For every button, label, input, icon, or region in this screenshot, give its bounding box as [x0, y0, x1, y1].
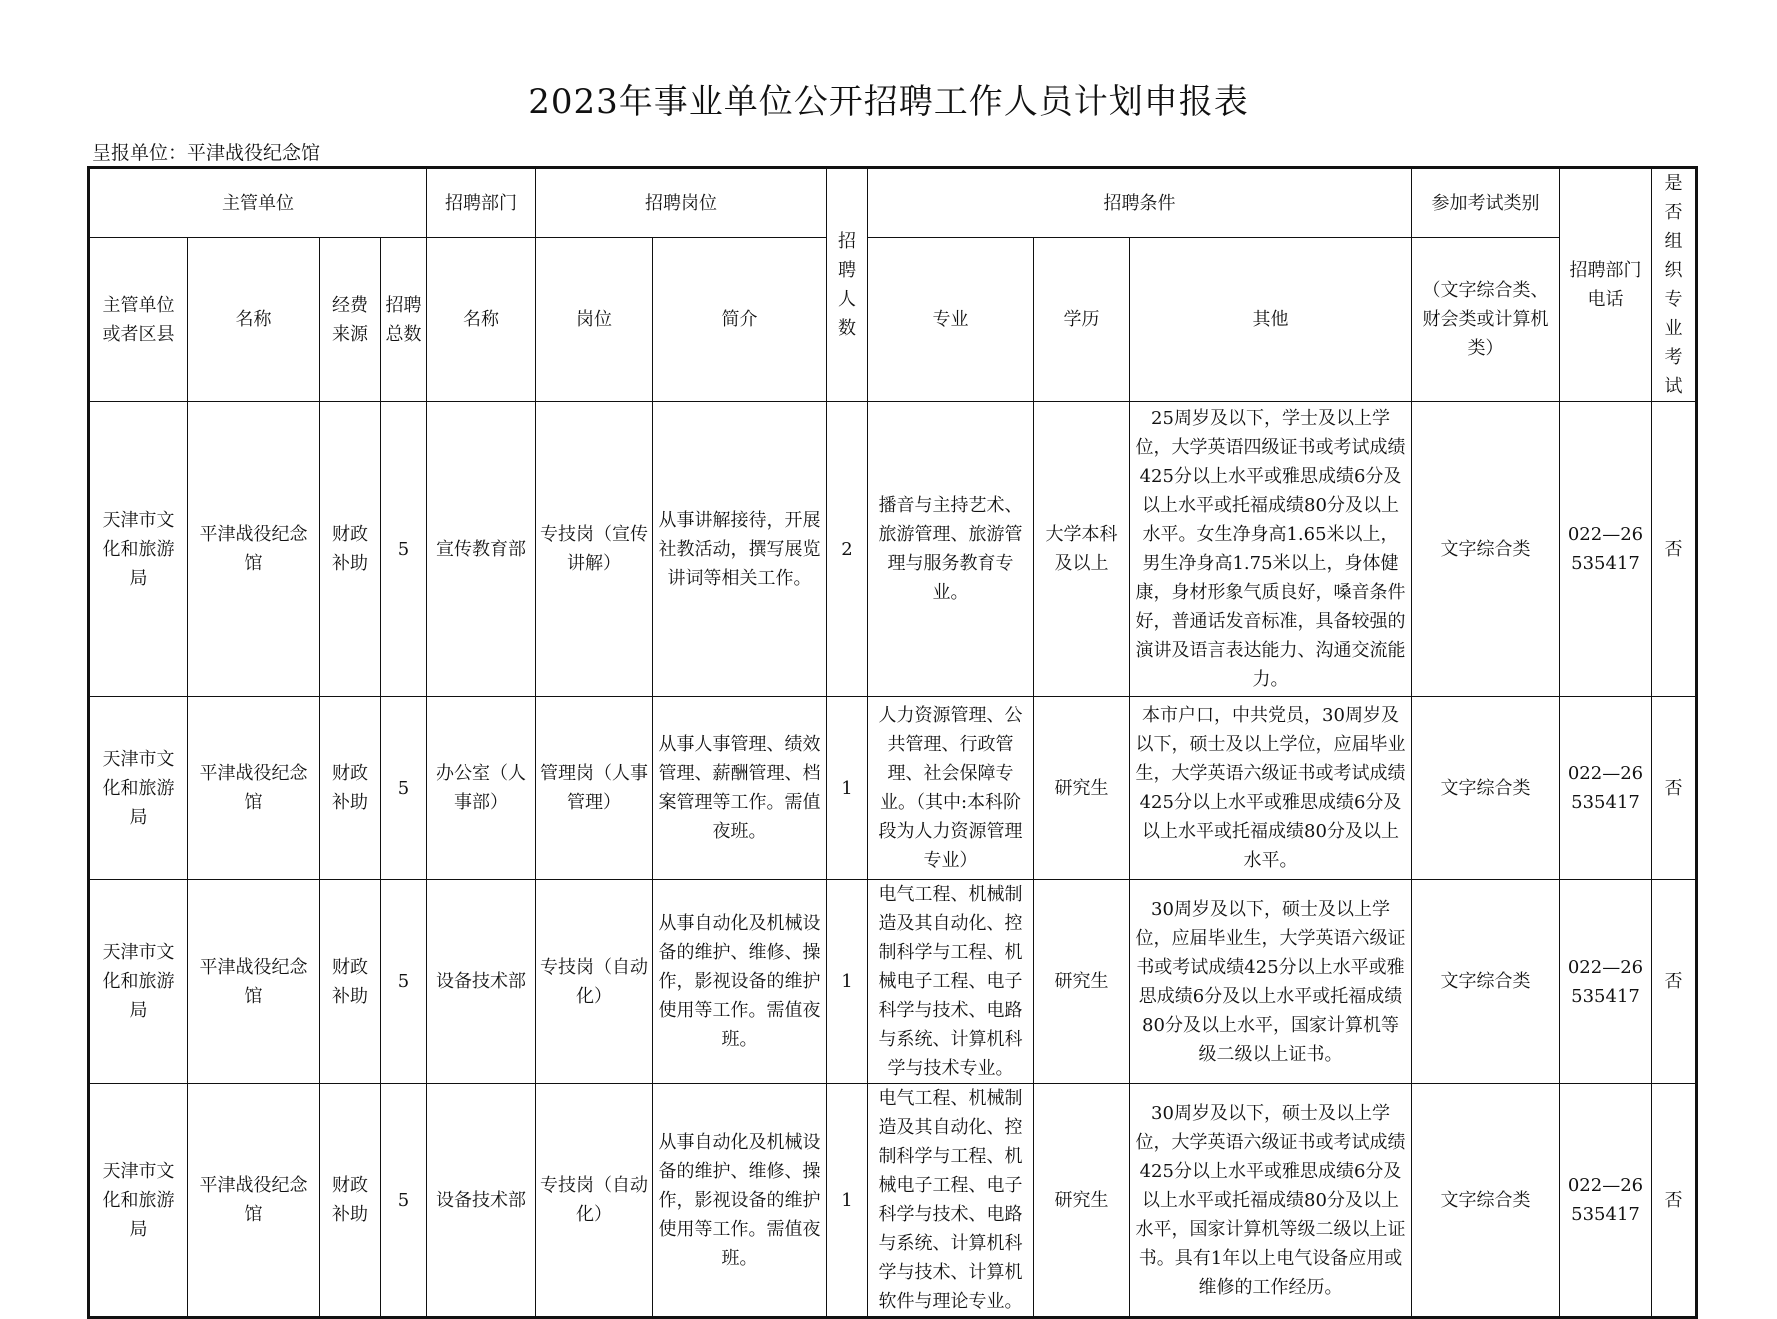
header-supervisor-name: 名称 [188, 238, 320, 402]
cell-exam: 文字综合类 [1412, 1084, 1560, 1318]
cell-major: 电气工程、机械制造及其自动化、控制科学与工程、机械电子工程、电子科学与技术、电路与系统、计算机科学与技术专业。 [868, 880, 1034, 1084]
header-education: 学历 [1034, 238, 1130, 402]
cell-other: 30周岁及以下，硕士及以上学位，应届毕业生，大学英语六级证书或考试成绩425分以上水平或雅思成绩6分及以上水平或托福成绩80分及以上水平，国家计算机等级二级以上证书。 [1130, 880, 1412, 1084]
recruitment-plan-table [87, 166, 1698, 1319]
cell-dept: 办公室（人事部） [427, 697, 536, 880]
cell-funding: 财政补助 [320, 697, 381, 880]
cell-total: 5 [381, 402, 427, 697]
header-dept-group: 招聘部门 [427, 168, 536, 238]
cell-dept: 宣传教育部 [427, 402, 536, 697]
cell-phone: 022—26535417 [1560, 402, 1652, 697]
cell-total: 5 [381, 697, 427, 880]
cell-funding: 财政补助 [320, 1084, 381, 1318]
cell-education: 研究生 [1034, 880, 1130, 1084]
cell-exam: 文字综合类 [1412, 880, 1560, 1084]
cell-intro: 从事自动化及机械设备的维护、维修、操作，影视设备的维护使用等工作。需值夜班。 [653, 1084, 827, 1318]
header-num-people: 招聘人数 [827, 168, 868, 402]
cell-count: 2 [827, 402, 868, 697]
cell-intro: 从事自动化及机械设备的维护、维修、操作，影视设备的维护使用等工作。需值夜班。 [653, 880, 827, 1084]
table-row [89, 880, 1697, 1084]
header-total: 招聘总数 [381, 238, 427, 402]
cell-special: 否 [1652, 1084, 1697, 1318]
cell-name: 平津战役纪念馆 [188, 880, 320, 1084]
cell-education: 研究生 [1034, 697, 1130, 880]
cell-intro: 从事人事管理、绩效管理、薪酬管理、档案管理等工作。需值夜班。 [653, 697, 827, 880]
cell-supervisor: 天津市文化和旅游局 [89, 880, 188, 1084]
cell-post: 管理岗（人事管理） [536, 697, 653, 880]
cell-exam: 文字综合类 [1412, 402, 1560, 697]
table-row [89, 402, 1697, 697]
cell-education: 大学本科及以上 [1034, 402, 1130, 697]
table-row [89, 1084, 1697, 1318]
header-funding: 经费来源 [320, 238, 381, 402]
header-row-2 [89, 238, 1697, 402]
cell-supervisor: 天津市文化和旅游局 [89, 402, 188, 697]
cell-post: 专技岗（宣传讲解） [536, 402, 653, 697]
header-post: 岗位 [536, 238, 653, 402]
cell-supervisor: 天津市文化和旅游局 [89, 697, 188, 880]
cell-phone: 022—26535417 [1560, 697, 1652, 880]
cell-funding: 财政补助 [320, 402, 381, 697]
cell-other: 25周岁及以下，学士及以上学位，大学英语四级证书或考试成绩425分以上水平或雅思成绩6分及以上水平或托福成绩80分及以上水平。女生净身高1.65米以上，男生净身高1.75米以上，身体健康，身材形象气质良好，嗓音条件好，普通话发音标准，具备较强的演讲及语言表达能力、沟通交流能力。 [1130, 402, 1412, 697]
cell-total: 5 [381, 1084, 427, 1318]
cell-post: 专技岗（自动化） [536, 880, 653, 1084]
cell-exam: 文字综合类 [1412, 697, 1560, 880]
header-exam-group: 参加考试类别 [1412, 168, 1560, 238]
reporting-unit: 呈报单位：平津战役纪念馆 [92, 142, 321, 164]
cell-count: 1 [827, 697, 868, 880]
header-intro: 简介 [653, 238, 827, 402]
document-title: 2023年事业单位公开招聘工作人员计划申报表 [528, 82, 1249, 122]
header-other: 其他 [1130, 238, 1412, 402]
cell-education: 研究生 [1034, 1084, 1130, 1318]
header-conditions-group: 招聘条件 [868, 168, 1412, 238]
cell-major: 电气工程、机械制造及其自动化、控制科学与工程、机械电子工程、电子科学与技术、电路与系统、计算机科学与技术、计算机软件与理论专业。 [868, 1084, 1034, 1318]
header-supervisor-county: 主管单位或者区县 [89, 238, 188, 402]
header-post-group: 招聘岗位 [536, 168, 827, 238]
cell-special: 否 [1652, 402, 1697, 697]
header-supervisor-group: 主管单位 [89, 168, 427, 238]
header-exam-type: （文字综合类、财会类或计算机类） [1412, 238, 1560, 402]
table-row [89, 697, 1697, 880]
header-row-1 [89, 168, 1697, 238]
cell-count: 1 [827, 880, 868, 1084]
header-dept-name: 名称 [427, 238, 536, 402]
cell-dept: 设备技术部 [427, 1084, 536, 1318]
cell-dept: 设备技术部 [427, 880, 536, 1084]
cell-supervisor: 天津市文化和旅游局 [89, 1084, 188, 1318]
cell-phone: 022—26535417 [1560, 880, 1652, 1084]
cell-special: 否 [1652, 880, 1697, 1084]
cell-phone: 022—26535417 [1560, 1084, 1652, 1318]
cell-post: 专技岗（自动化） [536, 1084, 653, 1318]
cell-major: 播音与主持艺术、旅游管理、旅游管理与服务教育专业。 [868, 402, 1034, 697]
cell-name: 平津战役纪念馆 [188, 697, 320, 880]
cell-funding: 财政补助 [320, 880, 381, 1084]
cell-name: 平津战役纪念馆 [188, 402, 320, 697]
cell-other: 30周岁及以下，硕士及以上学位，大学英语六级证书或考试成绩425分以上水平或雅思成绩6分及以上水平或托福成绩80分及以上水平，国家计算机等级二级以上证书。具有1年以上电气设备应用或维修的工作经历。 [1130, 1084, 1412, 1318]
cell-major: 人力资源管理、公共管理、行政管理、社会保障专业。（其中:本科阶段为人力资源管理专业） [868, 697, 1034, 880]
cell-other: 本市户口，中共党员，30周岁及以下，硕士及以上学位，应届毕业生，大学英语六级证书或考试成绩425分以上水平或雅思成绩6分及以上水平或托福成绩80分及以上水平。 [1130, 697, 1412, 880]
header-major: 专业 [868, 238, 1034, 402]
cell-special: 否 [1652, 697, 1697, 880]
cell-name: 平津战役纪念馆 [188, 1084, 320, 1318]
header-phone: 招聘部门电话 [1560, 168, 1652, 402]
cell-total: 5 [381, 880, 427, 1084]
cell-count: 1 [827, 1084, 868, 1318]
header-special-exam: 是否组织专业考试 [1652, 168, 1697, 402]
cell-intro: 从事讲解接待，开展社教活动，撰写展览讲词等相关工作。 [653, 402, 827, 697]
